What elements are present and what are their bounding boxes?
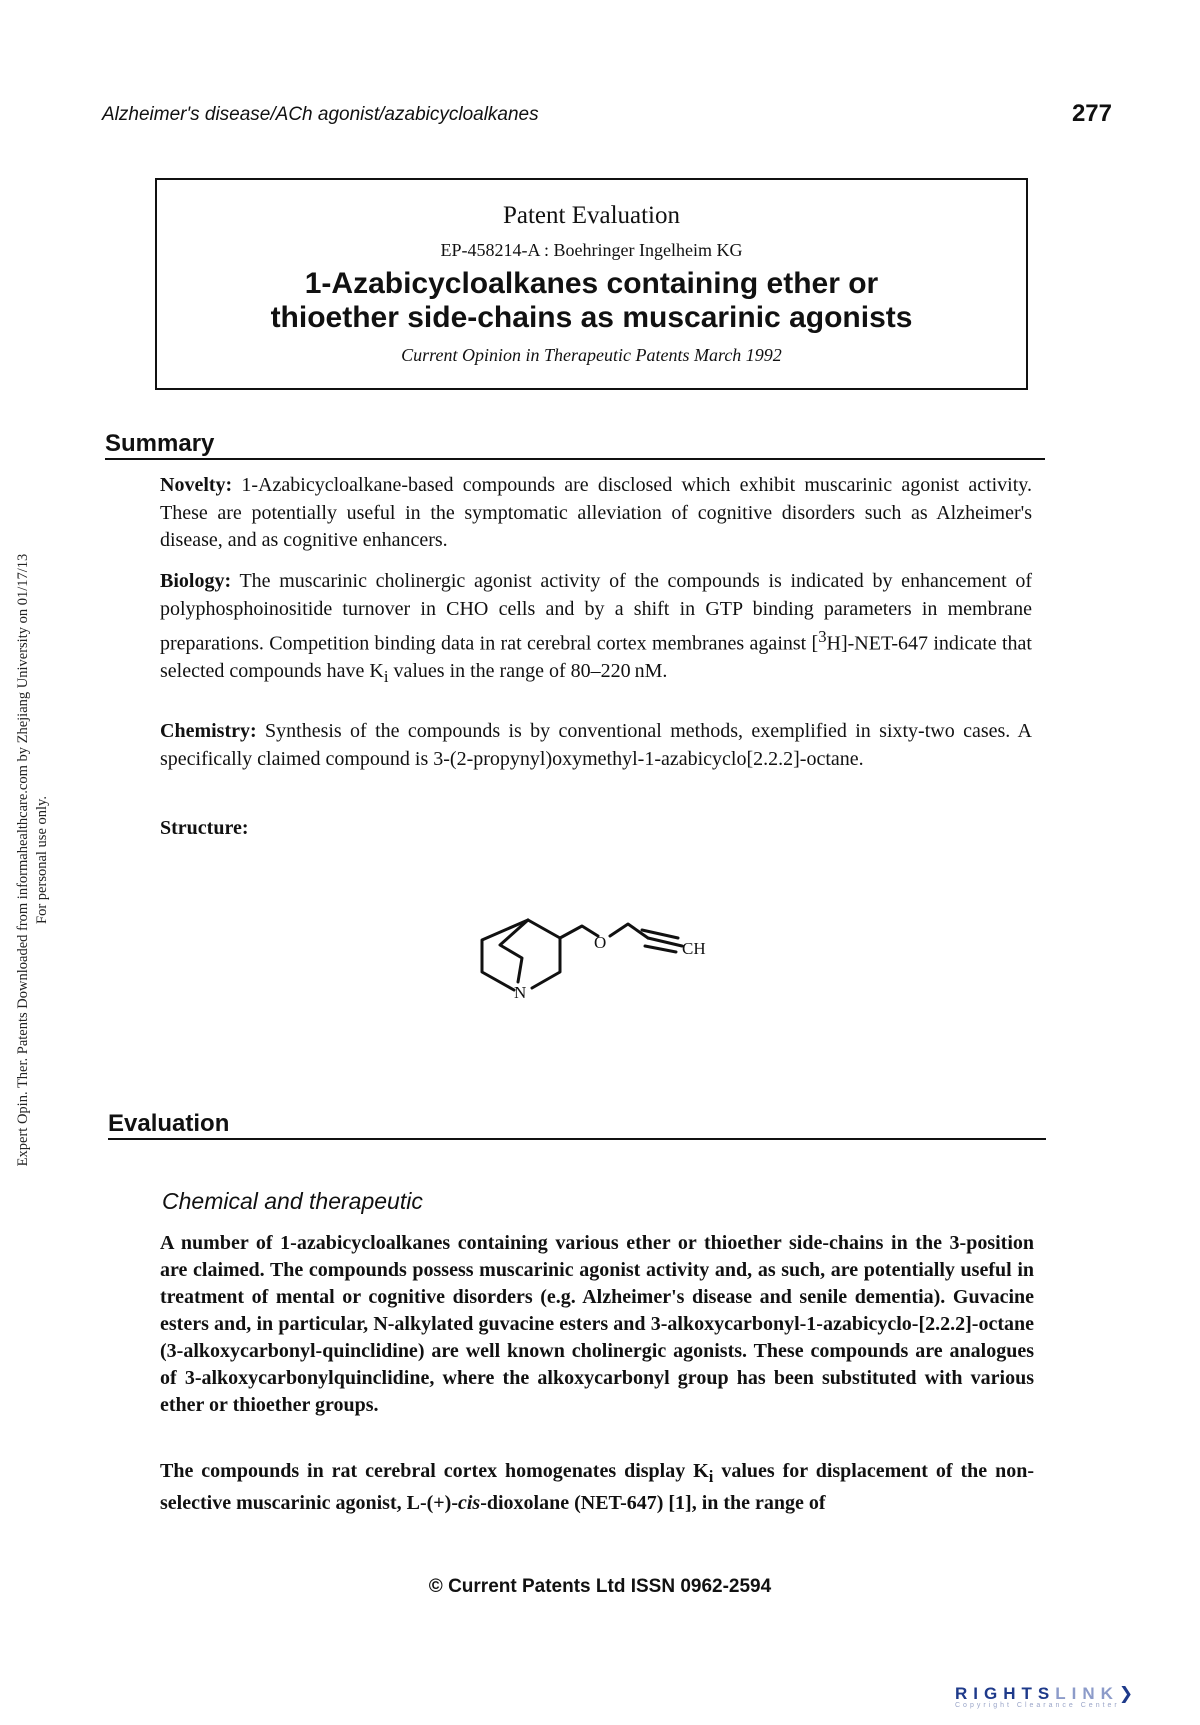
rightslink-dark: RIGHTS	[955, 1684, 1056, 1703]
evaluation-paragraph-2	[160, 1458, 1034, 1517]
rightslink-logo[interactable]	[955, 1684, 1139, 1709]
biology-text-c: values in the range of 80–220 nM.	[388, 660, 668, 683]
journal-line: Current Opinion in Therapeutic Patents March 1992	[401, 345, 782, 365]
oxygen-atom: O	[594, 933, 607, 952]
page-number: 277	[1071, 100, 1112, 127]
rightslink-arrow-icon: ❯	[1118, 1684, 1140, 1703]
biology-label: Biology:	[160, 570, 232, 592]
chemistry-text: Synthesis of the compounds is by conventional methods, exemplified in sixty-two cases. A specifically claimed compound is 3-(2-propynyl)oxymethyl-1-azabicyclo[2.2.2]-octane.	[160, 720, 1032, 770]
para2-sub: i	[708, 1467, 714, 1486]
chemical-structure-figure	[470, 900, 710, 1010]
novelty-paragraph	[160, 472, 1032, 555]
article-title	[157, 267, 1026, 335]
nitrogen-atom: N	[514, 983, 527, 1002]
evaluation-paragraph-1: A number of 1-azabicycloalkanes containing various ether or thioether side-chains in the 3-position are claimed. The compounds possess muscarinic agonist activity and, as such, are potentially useful in treatment of mental or cognitive disorders (e.g. Alzheimer's disease and senile dementia). Guvacine esters and, in particular, N-alkylated guvacine esters and 3-alkoxycarbonyl-1-azabicyclo-[2.2.2]-octane (3-alkoxycarbonyl-quinclidine) are well known cholinergic agonists. These compounds are analogues of 3-alkoxycarbonylquinclidine, where the alkoxycarbonyl group has been substituted with various ether or thioether groups.	[160, 1232, 1034, 1416]
chemistry-label: Chemistry:	[160, 720, 257, 742]
title-box	[155, 178, 1028, 390]
rightslink-light: LINK	[1055, 1684, 1119, 1703]
watermark-line-2: For personal use only.	[34, 796, 50, 924]
biology-paragraph	[160, 568, 1032, 691]
para2-text-c: -dioxolane (NET-647) [1], in the range of	[480, 1492, 826, 1514]
running-head: Alzheimer's disease/ACh agonist/azabicycloalkanes	[102, 104, 539, 125]
novelty-label: Novelty:	[160, 474, 233, 496]
biology-sub: i	[383, 667, 389, 687]
summary-heading: Summary	[105, 430, 215, 457]
rightslink-wordmark	[955, 1684, 1139, 1704]
summary-rule	[105, 458, 1045, 460]
biology-text-a: The muscarinic cholinergic agonist activity of the compounds is indicated by enhancement of polyphosphoinositide turnover in CHO cells and by a shift in GTP binding parameters in membrane preparations. Competition binding data in rat cerebral cortex membranes against [	[160, 570, 1032, 655]
watermark-line-1: Expert Opin. Ther. Patents Downloaded from informahealthcare.com by Zhejiang University on 01/17/13	[15, 553, 31, 1167]
evaluation-heading: Evaluation	[108, 1110, 230, 1137]
rightslink-tagline: Copyright Clearance Center	[955, 1702, 1120, 1709]
title-line-2: thioether side-chains as muscarinic agonists	[270, 301, 913, 334]
biology-text-b: H]-NET-647 indicate that selected compounds have K	[160, 632, 1032, 683]
para2-text-a: The compounds in rat cerebral cortex homogenates display K	[160, 1460, 709, 1482]
subsection-heading: Chemical and therapeutic	[162, 1188, 423, 1214]
para2-italic: cis	[458, 1492, 481, 1514]
patent-id: EP-458214-A : Boehringer Ingelheim KG	[440, 240, 743, 260]
terminal-ch: CH	[682, 939, 706, 958]
structure-label: Structure:	[160, 817, 249, 839]
footer-copyright: © Current Patents Ltd ISSN 0962-2594	[428, 1576, 772, 1597]
novelty-text: 1-Azabicycloalkane-based compounds are disclosed which exhibit muscarinic agonist activity. These are potentially useful in the symptomatic alleviation of cognitive disorders such as Alzheimer's disease, and as cognitive enhancers.	[160, 474, 1032, 551]
chemistry-paragraph	[160, 718, 1032, 773]
para2-text-b: values for displacement of the non-selective muscarinic agonist, L-(+)-	[160, 1460, 1034, 1514]
download-watermark	[14, 495, 52, 1225]
biology-sup: 3	[818, 627, 827, 646]
title-line-1: 1-Azabicycloalkanes containing ether or	[304, 267, 879, 300]
evaluation-rule	[108, 1138, 1046, 1140]
box-label: Patent Evaluation	[502, 202, 681, 229]
